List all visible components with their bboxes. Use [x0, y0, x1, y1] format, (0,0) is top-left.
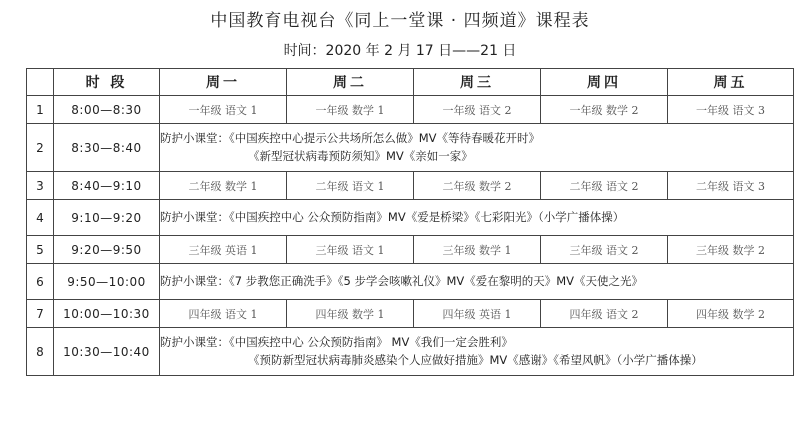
table-row: [27, 264, 794, 300]
course-cell: 二年级 语文 1: [287, 172, 414, 200]
protection-lesson-cell: [160, 328, 794, 376]
row-number: 2: [27, 124, 54, 172]
table-row: [27, 328, 794, 376]
course-cell: 四年级 英语 1: [414, 300, 541, 328]
header-row: [27, 69, 794, 96]
course-cell: 二年级 数学 2: [414, 172, 541, 200]
course-cell: 一年级 语文 1: [160, 96, 287, 124]
course-cell: 一年级 语文 3: [668, 96, 794, 124]
table-row: [27, 200, 794, 236]
course-cell: 一年级 数学 2: [541, 96, 668, 124]
course-cell: 一年级 语文 2: [414, 96, 541, 124]
course-cell: 三年级 语文 1: [287, 236, 414, 264]
header-monday: 周一: [160, 69, 287, 96]
protection-lesson-cell: [160, 264, 794, 300]
protection-lesson-cell: [160, 124, 794, 172]
header-wednesday: 周三: [414, 69, 541, 96]
row-number: 5: [27, 236, 54, 264]
course-cell: 一年级 数学 1: [287, 96, 414, 124]
protection-lesson-cell: [160, 200, 794, 236]
course-cell: 二年级 语文 2: [541, 172, 668, 200]
header-num: [27, 69, 54, 96]
course-cell: 二年级 数学 1: [160, 172, 287, 200]
time-slot: 9:20—9:50: [54, 236, 160, 264]
course-cell: 三年级 数学 1: [414, 236, 541, 264]
course-cell: 三年级 数学 2: [668, 236, 794, 264]
table-row: [27, 300, 794, 328]
time-slot: 8:30—8:40: [54, 124, 160, 172]
time-slot: 10:00—10:30: [54, 300, 160, 328]
header-time: 时 段: [54, 69, 160, 96]
row-number: 8: [27, 328, 54, 376]
row-number: 7: [27, 300, 54, 328]
page-title: 中国教育电视台《同上一堂课 · 四频道》课程表: [210, 11, 590, 31]
course-cell: 四年级 数学 2: [668, 300, 794, 328]
course-cell: 三年级 语文 2: [541, 236, 668, 264]
course-cell: 四年级 语文 1: [160, 300, 287, 328]
course-cell: 二年级 语文 3: [668, 172, 794, 200]
row-number: 6: [27, 264, 54, 300]
header-thursday: 周四: [541, 69, 668, 96]
protection-lesson-line: 防护小课堂：《中国疾控中心 公众预防指南》MV《爱是桥梁》《七彩阳光》（小学广播体操）: [160, 209, 625, 224]
header-tuesday: 周二: [287, 69, 414, 96]
course-cell: 三年级 英语 1: [160, 236, 287, 264]
time-slot: 9:10—9:20: [54, 200, 160, 236]
protection-lesson-line: 防护小课堂：《中国疾控中心 公众预防指南》 MV《我们一定会胜利》: [160, 334, 513, 349]
time-slot: 9:50—10:00: [54, 264, 160, 300]
table-row: [27, 96, 794, 124]
date-range: 时间：2020 年 2 月 17 日——21 日: [283, 43, 517, 59]
time-slot: 8:00—8:30: [54, 96, 160, 124]
header-friday: 周五: [668, 69, 794, 96]
course-cell: 四年级 数学 1: [287, 300, 414, 328]
protection-lesson-line: 防护小课堂：《7 步教您正确洗手》《5 步学会咳嗽礼仪》MV《爱在黎明的天》MV《天使之光》: [160, 273, 644, 288]
time-slot: 10:30—10:40: [54, 328, 160, 376]
protection-lesson-line: 《预防新型冠状病毒肺炎感染个人应做好措施》MV《感谢》《希望风帆》（小学广播体操）: [248, 352, 703, 367]
protection-lesson-line: 防护小课堂：《中国疾控中心提示公共场所怎么做》MV《等待春暖花开时》: [160, 130, 541, 145]
protection-lesson-line: 《新型冠状病毒预防须知》MV《亲如一家》: [248, 148, 473, 163]
table-row: [27, 172, 794, 200]
course-cell: 四年级 语文 2: [541, 300, 668, 328]
time-slot: 8:40—9:10: [54, 172, 160, 200]
table-row: [27, 124, 794, 172]
row-number: 3: [27, 172, 54, 200]
table-row: [27, 236, 794, 264]
row-number: 1: [27, 96, 54, 124]
schedule-table: [26, 68, 794, 376]
row-number: 4: [27, 200, 54, 236]
